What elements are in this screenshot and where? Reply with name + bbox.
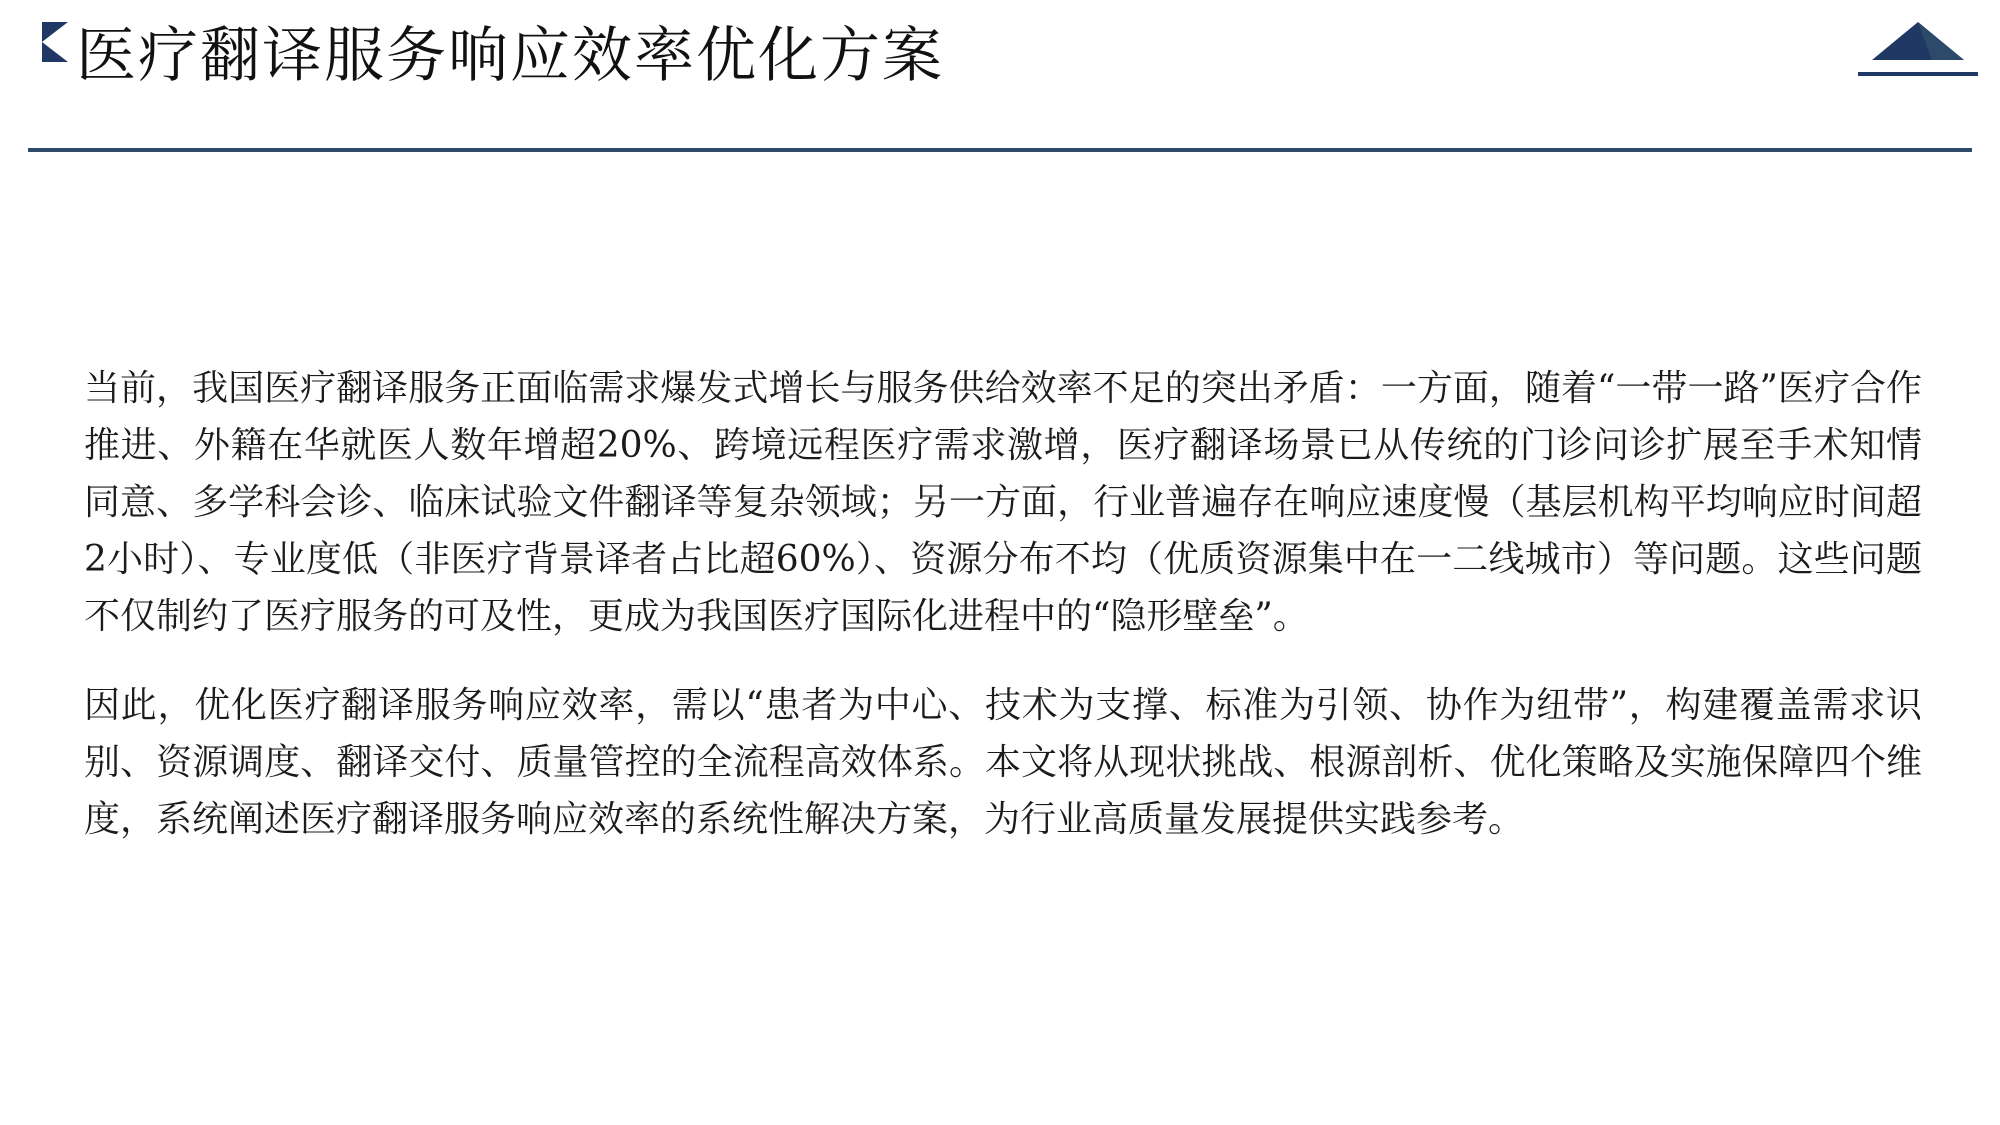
body-paragraph-2: 因此，优化医疗翻译服务响应效率，需以“患者为中心、技术为支撑、标准为引领、协作为纽带”，构建覆盖需求识别、资源调度、翻译交付、质量管控的全流程高效体系。本文将从现状挑战、根源剖析、优化策略及实施保障四个维度，系统阐述医疗翻译服务响应效率的系统性解决方案，为行业高质量发展提供实践参考。	[84, 685, 1922, 840]
slide-header	[0, 0, 2000, 160]
mountain-logo-icon	[1858, 20, 1978, 76]
body-content	[84, 360, 1922, 848]
body-paragraph-1: 当前，我国医疗翻译服务正面临需求爆发式增长与服务供给效率不足的突出矛盾：一方面，随着“一带一路”医疗合作推进、外籍在华就医人数年增超20%、跨境远程医疗需求激增，医疗翻译场景已从传统的门诊问诊扩展至手术知情同意、多学科会诊、临床试验文件翻译等复杂领域；另一方面，行业普遍存在响应速度慢（基层机构平均响应时间超2小时）、专业度低（非医疗背景译者占比超60%）、资源分布不均（优质资源集中在一二线城市）等问题。这些问题不仅制约了医疗服务的可及性，更成为我国医疗国际化进程中的“隐形壁垒”。	[84, 368, 1922, 637]
title-marker-icon	[42, 22, 76, 62]
header-divider	[28, 148, 1972, 152]
page-title: 医疗翻译服务响应效率优化方案	[76, 21, 944, 91]
paragraph-spacer	[84, 659, 1922, 677]
